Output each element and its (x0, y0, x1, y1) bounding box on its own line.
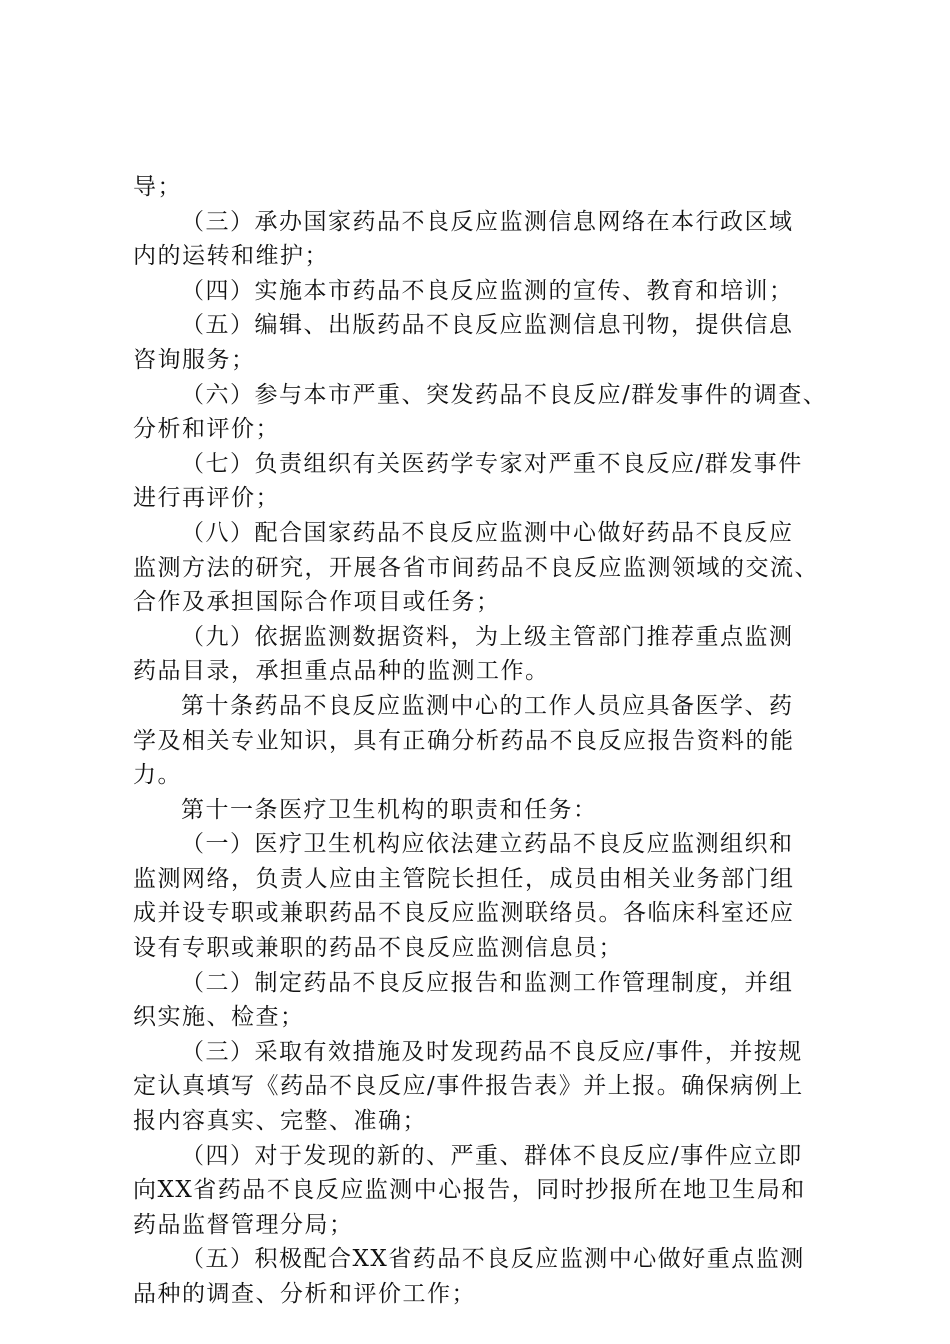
document-line: （三）承办国家药品不良反应监测信息网络在本行政区域 (181, 208, 794, 235)
document-line: 进行再评价； (133, 485, 280, 512)
document-line: （三）采取有效措施及时发现药品不良反应/事件，并按规 (181, 1038, 803, 1065)
document-line: （四）实施本市药品不良反应监测的宣传、教育和培训； (181, 277, 794, 304)
document-line: 监测方法的研究，开展各省市间药品不良反应监测领域的交流、 (133, 554, 819, 581)
document-line: 力。 (133, 762, 182, 789)
document-line: 咨询服务； (133, 346, 256, 373)
document-line: （九）依据监测数据资料，为上级主管部门推荐重点监测 (181, 623, 794, 650)
document-line: （八）配合国家药品不良反应监测中心做好药品不良反应 (181, 519, 794, 546)
document-line: 监测网络，负责人应由主管院长担任，成员由相关业务部门组 (133, 865, 795, 892)
document-line: 学及相关专业知识，具有正确分析药品不良反应报告资料的能 (133, 727, 795, 754)
document-line: 织实施、检查； (133, 1004, 305, 1031)
document-line: 成并设专职或兼职药品不良反应监测联络员。各临床科室还应 (133, 900, 795, 927)
document-line: 药品目录，承担重点品种的监测工作。 (133, 658, 550, 685)
document-line: （六）参与本市严重、突发药品不良反应/群发事件的调查、 (181, 381, 828, 408)
document-line: 设有专职或兼职的药品不良反应监测信息员； (133, 935, 623, 962)
document-line: 第十条药品不良反应监测中心的工作人员应具备医学、药 (181, 692, 794, 719)
document-body (133, 170, 833, 1312)
document-line: 药品监督管理分局； (133, 1211, 354, 1238)
document-line: （五）积极配合XX省药品不良反应监测中心做好重点监测 (181, 1246, 805, 1273)
document-line: 第十一条医疗卫生机构的职责和任务： (181, 796, 598, 823)
document-line: 分析和评价； (133, 416, 280, 443)
document-line: （五）编辑、出版药品不良反应监测信息刊物，提供信息 (181, 312, 794, 339)
document-line: （二）制定药品不良反应报告和监测工作管理制度，并组 (181, 969, 794, 996)
document-line: 导； (133, 174, 182, 200)
document-line: 报内容真实、完整、准确； (133, 1108, 427, 1135)
document-line: 定认真填写《药品不良反应/事件报告表》并上报。确保病例上 (133, 1073, 804, 1100)
document-line: 向XX省药品不良反应监测中心报告，同时抄报所在地卫生局和 (133, 1177, 806, 1204)
document-line: （四）对于发现的新的、严重、群体不良反应/事件应立即 (181, 1142, 803, 1169)
document-line: 品种的调查、分析和评价工作； (133, 1281, 476, 1307)
document-line: 合作及承担国际合作项目或任务； (133, 589, 501, 616)
document-line: （一）医疗卫生机构应依法建立药品不良反应监测组织和 (181, 831, 794, 858)
document-line: 内的运转和维护； (133, 243, 329, 270)
document-line: （七）负责组织有关医药学专家对严重不良反应/群发事件 (181, 450, 803, 477)
